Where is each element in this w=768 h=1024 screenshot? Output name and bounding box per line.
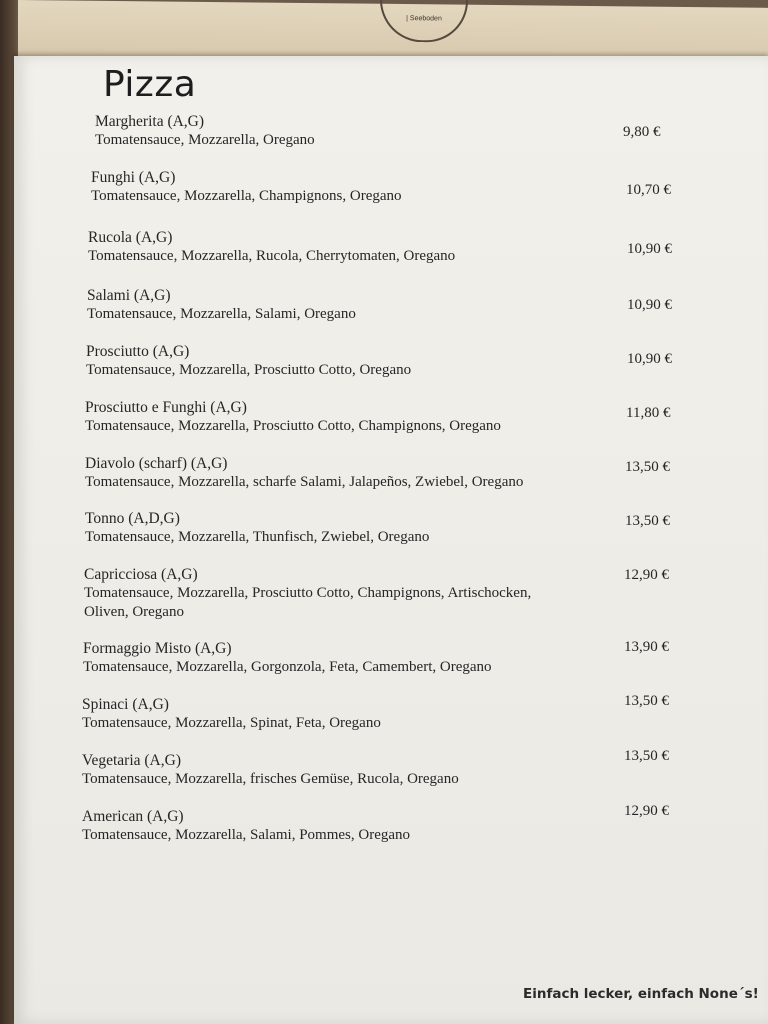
menu-item-margherita: [95, 112, 575, 150]
menu-item-american: [82, 807, 582, 845]
item-name: Spinaci (A,G): [82, 696, 169, 713]
item-name: Prosciutto e Funghi (A,G): [85, 399, 247, 416]
item-description: Tomatensauce, Mozzarella, Spinat, Feta, Oregano: [82, 715, 381, 731]
item-description: Tomatensauce, Mozzarella, frisches Gemüse, Rucola, Oregano: [82, 771, 459, 787]
item-name: Diavolo (scharf) (A,G): [85, 455, 228, 472]
item-description: Tomatensauce, Mozzarella, Prosciutto Cotto, Champignons, Artischocken, Oliven, Oregano: [84, 585, 532, 620]
item-name: Salami (A,G): [87, 287, 171, 304]
item-price: 13,50 €: [625, 459, 670, 475]
item-description: Tomatensauce, Mozzarella, Champignons, Oregano: [91, 188, 402, 204]
item-description: Tomatensauce, Mozzarella, Salami, Oregano: [87, 306, 356, 322]
item-price: 13,50 €: [624, 693, 669, 709]
item-name: Margherita (A,G): [95, 113, 205, 130]
restaurant-seal: [380, 0, 468, 43]
menu-item-prosciutto-e-funghi: [85, 398, 605, 436]
item-price: 10,70 €: [626, 182, 671, 198]
item-description: Tomatensauce, Mozzarella, Prosciutto Cotto, Champignons, Oregano: [85, 418, 501, 434]
item-description: Tomatensauce, Mozzarella, Salami, Pommes, Oregano: [82, 827, 411, 843]
item-name: American (A,G): [82, 808, 184, 825]
menu-item-vegetaria: [82, 751, 582, 789]
menu-item-rucola: [88, 228, 598, 266]
item-price: 10,90 €: [627, 297, 672, 313]
item-name: Funghi (A,G): [91, 169, 176, 186]
item-name: Vegetaria (A,G): [82, 752, 181, 769]
item-price: 13,50 €: [625, 513, 670, 529]
item-name: Formaggio Misto (A,G): [83, 640, 232, 657]
item-name: Rucola (A,G): [88, 229, 173, 246]
menu-item-salami: [87, 286, 587, 324]
seal-text: | Seeboden: [406, 15, 442, 23]
item-price: 10,90 €: [627, 241, 672, 257]
item-price: 12,90 €: [624, 567, 669, 583]
item-description: Tomatensauce, Mozzarella, Rucola, Cherrytomaten, Oregano: [88, 248, 456, 264]
menu-item-tonno: [85, 509, 585, 547]
menu-title: Pizza: [103, 64, 197, 105]
menu-item-diavolo: [85, 454, 605, 492]
menu-item-prosciutto: [86, 342, 586, 380]
menu-item-spinaci: [82, 695, 582, 733]
item-name: Capricciosa (A,G): [84, 566, 198, 583]
menu-item-formaggio-misto: [83, 639, 583, 677]
item-description: Tomatensauce, Mozzarella, scharfe Salami, Jalapeños, Zwiebel, Oregano: [85, 474, 524, 490]
item-description: Tomatensauce, Mozzarella, Prosciutto Cotto, Oregano: [86, 362, 412, 378]
menu-item-funghi: [91, 168, 591, 206]
footer-slogan: Einfach lecker, einfach None´s!: [523, 986, 759, 1002]
item-price: 12,90 €: [624, 803, 669, 819]
item-price: 11,80 €: [626, 405, 671, 421]
item-price: 13,90 €: [624, 639, 669, 655]
item-price: 13,50 €: [624, 748, 669, 764]
item-name: Prosciutto (A,G): [86, 343, 190, 360]
item-description: Tomatensauce, Mozzarella, Thunfisch, Zwiebel, Oregano: [85, 529, 430, 545]
menu-item-capricciosa: [84, 565, 574, 622]
item-price: 9,80 €: [623, 124, 661, 140]
item-description: Tomatensauce, Mozzarella, Gorgonzola, Feta, Camembert, Oregano: [83, 659, 492, 675]
item-name: Tonno (A,D,G): [85, 510, 180, 527]
item-price: 10,90 €: [627, 351, 672, 367]
item-description: Tomatensauce, Mozzarella, Oregano: [95, 132, 315, 148]
